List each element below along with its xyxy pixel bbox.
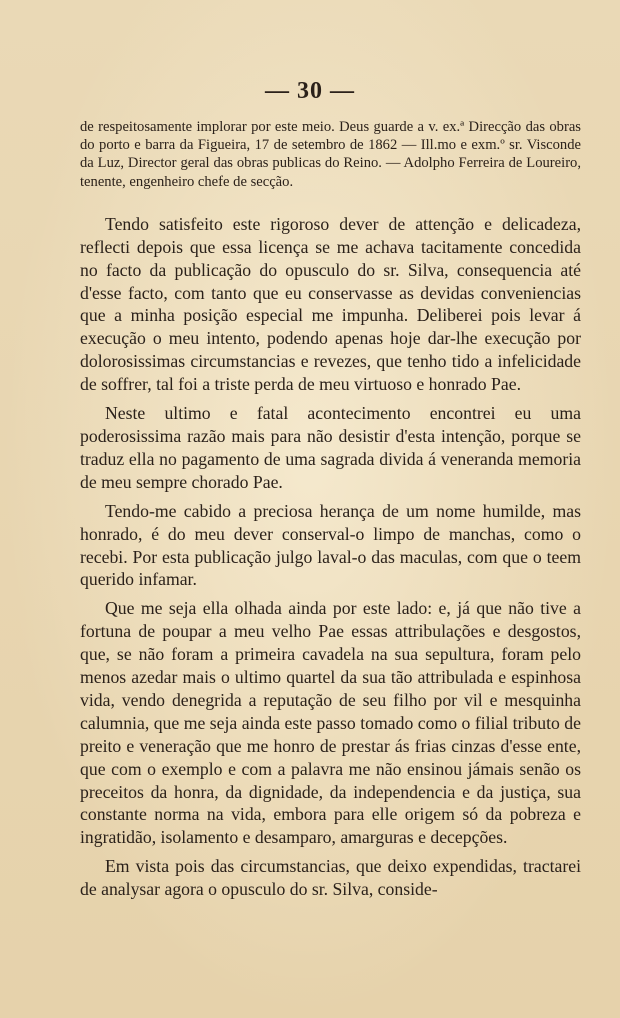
body-paragraph: Neste ultimo e fatal acontecimento encontrei eu uma poderosissima razão mais para não desistir d'esta intenção, porque se traduz ella no pagamento de uma sagrada divida á veneranda memoria de meu sempre chorado Pae. <box>80 403 581 492</box>
body-paragraph: Tendo satisfeito este rigoroso dever de attenção e delicadeza, reflecti depois que essa licença se me achava tacitamente concedida no facto da publicação do opusculo do sr. Silva, consequencia até d'esse facto, com tanto que eu conservasse as devidas conveniencias que a minha posição especial me impunha. Deliberei pois levar á execução o meu intento, podendo apenas hoje dar-lhe execução por dolorosissimas circumstancias e revezes, que tenho tido a infelicidade de soffrer, tal foi a triste perda de meu virtuoso e honrado Pae. <box>80 213 581 395</box>
body-paragraph: Que me seja ella olhada ainda por este lado: e, já que não tive a fortuna de poupar a meu velho Pae essas attribulações e desgostos, que, se não foram a primeira cavadela na sua sepultura, foram pelo menos azedar mais o ultimo quartel da sua tão attribulada e espinhosa vida, vendo denegrida a reputação de seu filho por vil e mesquinha calumnia, que me seja ainda este passo tomado como o filial tributo de preito e veneração que me honro de prestar ás frias cinzas d'esse ente, que com o exemplo e com a palavra me não ensinou jámais senão os preceitos da honra, da dignidade, da independencia e da justiça, sua constante norma na vida, embora para elle origem só da pobreza e ingratidão, isolamento e desamparo, amarguras e decepções. <box>80 598 581 848</box>
body-paragraph: Tendo-me cabido a preciosa herança de um nome humilde, mas honrado, é do meu dever conserval-o limpo de manchas, como o recebi. Por esta publicação julgo laval-o das maculas, com que o teem querido infamar. <box>80 500 581 590</box>
page-number: — 30 — <box>265 78 355 104</box>
body-paragraph: Em vista pois das circumstancias, que deixo expendidas, tractarei de analysar agora o opusculo do sr. Silva, conside- <box>80 856 581 900</box>
text-column <box>80 118 581 907</box>
letter-closing-paragraph: de respeitosamente implorar por este meio. Deus guarde a v. ex.ª Direcção das obras do porto e barra da Figueira, 17 de setembro de 1862 — Ill.mo e exm.º sr. Visconde da Luz, Director geral das obras publicas do Reino. — Adolpho Ferreira de Loureiro, tenente, engenheiro chefe de secção. <box>80 119 581 190</box>
